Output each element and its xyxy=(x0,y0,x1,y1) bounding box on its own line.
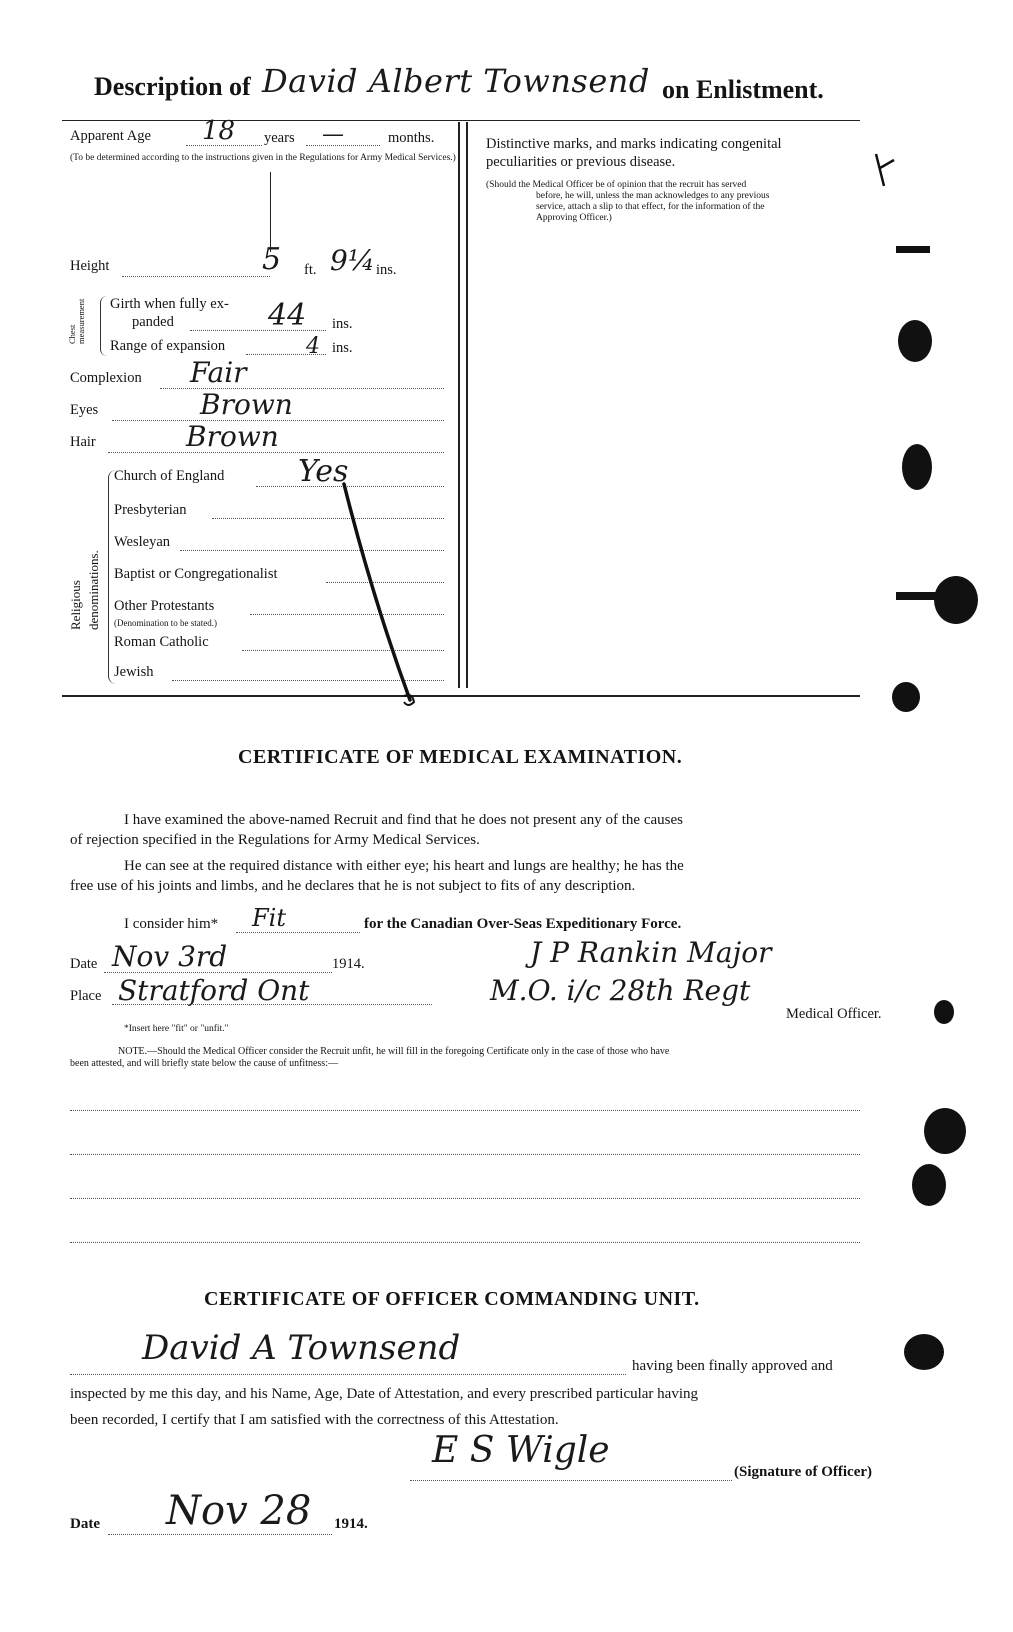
medical-para2-line1: He can see at the required distance with either eye; his heart and lungs are healthy; he has the xyxy=(124,858,684,874)
religion-label-presbyterian: Presbyterian xyxy=(114,502,187,518)
medical-para1-line2: of rejection specified in the Regulations for Army Medical Services. xyxy=(70,832,480,848)
religion-label-church-of-england: Church of England xyxy=(114,468,225,484)
eyes-label: Eyes xyxy=(70,402,99,418)
officer-signature-dots xyxy=(410,1480,732,1481)
age-years-dots xyxy=(186,145,262,146)
medical-officer-signature-2: M.O. i/c 28th Regt xyxy=(490,974,751,1007)
consider-prefix: I consider him* xyxy=(124,916,219,932)
edge-bar-mid xyxy=(896,592,938,600)
religion-value-church-of-england: Yes xyxy=(298,454,349,489)
binder-hole-1 xyxy=(898,320,932,362)
height-ins-label: ins. xyxy=(376,262,397,278)
medical-officer-signature-1: J P Rankin Major xyxy=(530,936,772,969)
marks-note-3: service, attach a slip to that effect, for the information of the xyxy=(536,202,765,212)
edge-bar-top xyxy=(896,246,930,253)
signature-of-officer-label: (Signature of Officer) xyxy=(734,1464,873,1480)
religion-other-note: (Denomination to be stated.) xyxy=(114,618,217,628)
commanding-date-dots xyxy=(108,1534,332,1535)
height-dots xyxy=(122,276,270,277)
recruit-signature: David A Townsend xyxy=(142,1328,461,1368)
medical-officer-title: Medical Officer. xyxy=(786,1006,882,1022)
complexion-label: Complexion xyxy=(70,370,142,386)
height-label: Height xyxy=(70,258,110,274)
medical-place-label: Place xyxy=(70,988,102,1004)
chest-measurement-label: Chest measurement xyxy=(67,298,86,344)
medical-place-dots xyxy=(112,1004,432,1005)
ft-label: ft. xyxy=(304,262,317,278)
religious-group-label-2: denominations. xyxy=(86,550,101,630)
form-title-prefix: Description of xyxy=(94,72,251,101)
eyes-value: Brown xyxy=(200,388,293,421)
unfit-cause-line-3 xyxy=(70,1198,860,1199)
recruit-name-handwritten: David Albert Townsend xyxy=(262,62,650,100)
consider-value: Fit xyxy=(252,904,286,932)
religion-label-baptist: Baptist or Congregationalist xyxy=(114,566,278,582)
commanding-date-value: Nov 28 xyxy=(166,1488,312,1534)
hair-label: Hair xyxy=(70,434,96,450)
medical-date-year: 1914. xyxy=(332,956,365,972)
column-divider-left xyxy=(458,122,460,688)
religion-label-jewish: Jewish xyxy=(114,664,154,680)
age-months-value: — xyxy=(322,122,344,147)
complexion-value: Fair xyxy=(190,356,247,389)
consider-dots xyxy=(236,932,360,933)
commanding-line3: been recorded, I certify that I am satisfied with the correctness of this Attestation. xyxy=(70,1412,559,1428)
unfit-cause-line-4 xyxy=(70,1242,860,1243)
edge-tick-mark xyxy=(872,150,898,190)
girth-value: 44 xyxy=(268,298,307,333)
medical-place-value: Stratford Ont xyxy=(118,974,310,1007)
consider-suffix: for the Canadian Over-Seas Expeditionary Force. xyxy=(364,916,682,932)
medical-date-dots xyxy=(104,972,332,973)
commanding-line1-suffix: having been finally approved and xyxy=(632,1358,833,1374)
age-years-value: 18 xyxy=(202,116,236,146)
unfit-cause-line-1 xyxy=(70,1110,860,1111)
girth-label-2: panded xyxy=(132,314,174,330)
religion-label-other-protestants: Other Protestants xyxy=(114,598,215,614)
binder-hole-7 xyxy=(904,1334,944,1370)
medical-para1-line1: I have examined the above-named Recruit and find that he does not present any of the causes xyxy=(124,812,683,828)
medical-date-value: Nov 3rd xyxy=(112,940,228,973)
binder-hole-8 xyxy=(934,1000,954,1024)
height-ft-value: 5 xyxy=(262,242,282,277)
marks-heading-1: Distinctive marks, and marks indicating congenital xyxy=(486,136,782,152)
medical-heading: CERTIFICATE OF MEDICAL EXAMINATION. xyxy=(238,746,683,768)
expansion-unit: ins. xyxy=(332,340,353,356)
age-column-divider xyxy=(270,172,271,252)
religion-label-wesleyan: Wesleyan xyxy=(114,534,171,550)
expansion-label: Range of expansion xyxy=(110,338,226,354)
marks-heading-2: peculiarities or previous disease. xyxy=(486,154,676,170)
section-rule-1 xyxy=(62,695,860,697)
binder-hole-6 xyxy=(912,1164,946,1206)
commanding-officer-signature: E S Wigle xyxy=(432,1430,610,1471)
marks-note-1: (Should the Medical Officer be of opinion that the recruit has served xyxy=(486,180,747,190)
form-title-suffix: on Enlistment. xyxy=(662,75,824,104)
months-label: months. xyxy=(388,130,435,146)
height-ins-value: 9¼ xyxy=(330,244,375,277)
age-label: Apparent Age xyxy=(70,128,151,144)
binder-hole-2 xyxy=(902,444,932,490)
unfit-note-line2: been attested, and will briefly state below the cause of unfitness:— xyxy=(70,1058,338,1069)
top-rule xyxy=(62,120,860,121)
expansion-value: 4 xyxy=(306,334,320,359)
religion-label-roman-catholic: Roman Catholic xyxy=(114,634,209,650)
binder-hole-3 xyxy=(934,576,978,624)
years-label: years xyxy=(264,130,295,146)
recruit-signature-dots xyxy=(70,1374,626,1375)
marks-note-2: before, he will, unless the man acknowledges to any previous xyxy=(536,191,770,201)
girth-label-1: Girth when fully ex- xyxy=(110,296,229,312)
hair-value: Brown xyxy=(186,420,279,453)
unfit-note-line1: NOTE.—Should the Medical Officer consider the Recruit unfit, he will fill in the foregoing Certificate only in the case of those who have xyxy=(118,1046,670,1057)
insert-fit-note: *Insert here "fit" or "unfit." xyxy=(124,1024,229,1034)
commanding-heading: CERTIFICATE OF OFFICER COMMANDING UNIT. xyxy=(204,1288,700,1310)
binder-hole-4 xyxy=(892,682,920,712)
religion-pen-stroke xyxy=(330,478,450,718)
age-note: (To be determined according to the instructions given in the Regulations for Army Medical Services.) xyxy=(70,153,456,163)
commanding-date-label: Date xyxy=(70,1516,100,1532)
age-months-dots xyxy=(306,145,380,146)
commanding-line2: inspected by me this day, and his Name, Age, Date of Attestation, and every prescribed particular having xyxy=(70,1386,699,1402)
religious-group-label-1: Religious xyxy=(68,580,83,630)
commanding-date-year: 1914. xyxy=(334,1516,368,1532)
marks-note-4: Approving Officer.) xyxy=(536,213,612,223)
girth-unit: ins. xyxy=(332,316,353,332)
medical-para2-line2: free use of his joints and limbs, and he declares that he is not subject to fits of any description. xyxy=(70,878,636,894)
medical-date-label: Date xyxy=(70,956,98,972)
binder-hole-5 xyxy=(924,1108,966,1154)
chest-brace xyxy=(100,296,107,356)
unfit-cause-line-2 xyxy=(70,1154,860,1155)
column-divider-right xyxy=(466,122,468,688)
